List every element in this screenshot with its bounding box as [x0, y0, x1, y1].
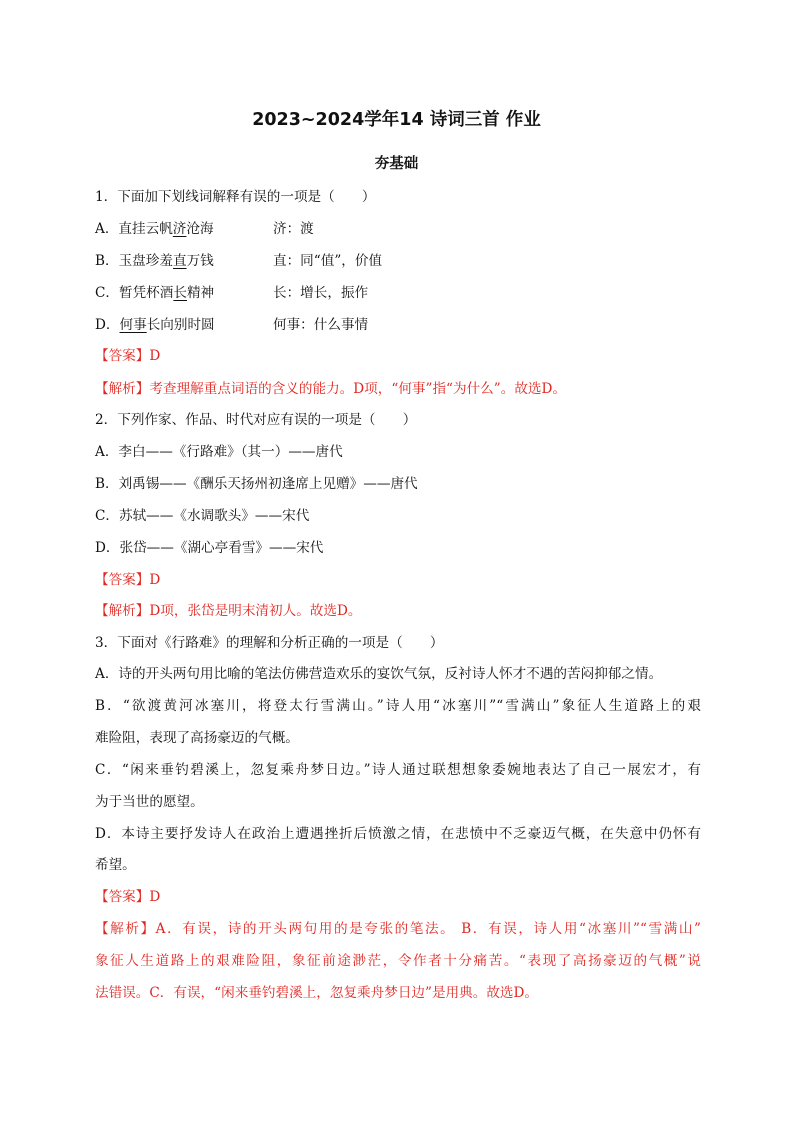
q1-c-text-pre: C．暂凭杯酒: [95, 285, 174, 301]
q3-option-a: A．诗的开头两句用比喻的笔法仿佛营造欢乐的宴饮气氛，反衬诗人怀才不遇的苦闷抑郁之情。: [95, 666, 663, 682]
q3-option-d-line1: D．本诗主要抒发诗人在政治上遭遇挫折后愤激之情，在悲愤中不乏豪迈气概，在失意中仍怀有: [95, 826, 701, 842]
q1-d-text-pre: D．: [95, 317, 120, 333]
q1-a-text-post: 沧海: [186, 221, 214, 237]
q2-option-b: B．刘禹锡——《酬乐天扬州初逢席上见赠》——唐代: [95, 476, 418, 492]
q2-option-a: A．李白——《行路难》（其一）——唐代: [95, 444, 343, 460]
section-heading: 夯基础: [374, 156, 419, 172]
q1-c-underlined: 长: [173, 285, 187, 301]
q1-option-c-definition: 长：增长，振作: [273, 285, 369, 301]
q3-analysis-line2: 象征人生道路上的艰难险阻，象征前途渺茫，令作者十分痛苦。“表现了高扬豪迈的气概”说: [95, 953, 701, 969]
q3-analysis-line3: 法错误。C．有误，“闲来垂钓碧溪上，忽复乘舟梦日边”是用典。故选D。: [95, 985, 539, 1001]
q2-analysis: 【解析】D项，张岱是明末清初人。故选D。: [95, 603, 362, 619]
q3-option-d-line2: 希望。: [95, 857, 136, 873]
q3-option-b-line1: B．“欲渡黄河冰塞川，将登太行雪满山。”诗人用“冰塞川”“雪满山”象征人生道路上的艰: [95, 698, 701, 714]
q1-d-underlined: 何事: [119, 317, 147, 333]
q1-option-c: [95, 283, 214, 303]
q1-option-b-definition: 直：同“值”，价值: [273, 253, 383, 269]
q1-option-b: [95, 251, 214, 271]
document-title: 2023~2024学年14 诗词三首 作业: [252, 110, 541, 130]
q1-option-a: [95, 219, 214, 239]
q3-option-b-line2: 难险阻，表现了高扬豪迈的气概。: [95, 730, 299, 746]
q1-option-a-definition: 济：渡: [273, 221, 314, 237]
q2-stem: 2．下列作家、作品、时代对应有误的一项是（ ）: [95, 412, 417, 428]
q1-b-text-pre: B．玉盘珍羞: [95, 253, 173, 269]
q1-analysis: 【解析】考查理解重点词语的含义的能力。D项，“何事”指“为什么”。故选D。: [95, 381, 566, 397]
q1-d-text-post: 长向别时圆: [146, 317, 215, 333]
q1-a-underlined: 济: [172, 221, 187, 237]
q1-c-text-post: 精神: [186, 285, 215, 301]
q1-b-underlined: 直: [172, 253, 187, 269]
q3-analysis-line1: 【解析】A．有误，诗的开头两句用的是夸张的笔法。 B．有误，诗人用“冰塞川”“雪满山”: [95, 921, 701, 937]
q2-answer: 【答案】D: [95, 572, 161, 588]
q1-answer: 【答案】D: [95, 348, 161, 364]
q1-option-d-definition: 何事：什么事情: [273, 317, 369, 333]
q2-option-d: D．张岱——《湖心亭看雪》——宋代: [95, 540, 324, 556]
q1-b-text-post: 万钱: [186, 253, 214, 269]
q1-a-text-pre: A．直挂云帆: [95, 221, 173, 237]
q3-stem: 3．下面对《行路难》的理解和分析正确的一项是（ ）: [95, 635, 444, 651]
q2-option-c: C．苏轼——《水调歌头》——宋代: [95, 508, 310, 524]
q3-option-c-line1: C．“闲来垂钓碧溪上，忽复乘舟梦日边。”诗人通过联想想象委婉地表达了自己一展宏才，有: [95, 762, 701, 778]
q3-answer: 【答案】D: [95, 889, 161, 905]
q1-option-d: [95, 315, 215, 335]
q3-option-c-line2: 为于当世的愿望。: [95, 794, 204, 810]
q1-stem: 1．下面加下划线词解释有误的一项是（ ）: [95, 189, 376, 205]
